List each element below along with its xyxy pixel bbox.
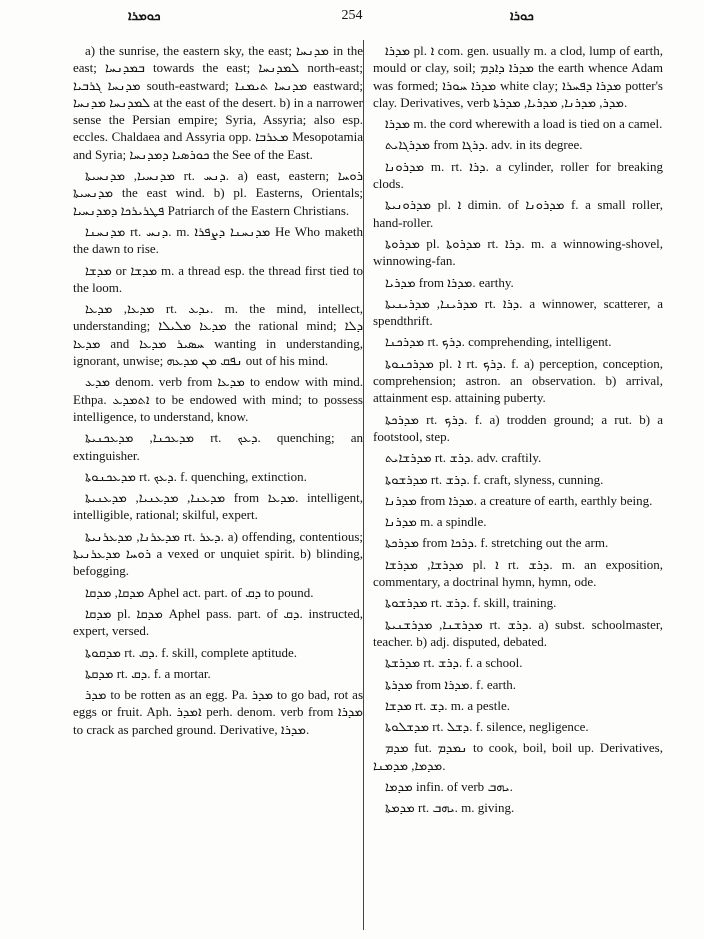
dictionary-entry: ܡܕܫܐ rt. ܕܫ. m. a pestle. [385, 697, 511, 713]
dictionary-entry: ܡܕܩܘܬܐ rt. ܕܩ. f. skill, complete aptitude. [85, 644, 297, 660]
dictionary-entry: ܡܕܥܟܢܘܬܐ rt. ܕܥܟ. f. quenching, extinction. [85, 468, 307, 484]
dictionary-entry: ܡܕܥܪܢܐ, ܡܕܥܪܢܝܬܐ rt. ܕܥܪ. a) offending, contentious; ܪܘܚܐ ܡܕܥܪܢܝܬܐ a vexed or unquiet spirit. b) blinding, befogging. [73, 528, 363, 579]
dictionary-entry: ܡܕܪܘܢܐ m. rt. ܕܪܐ. a cylinder, roller for breaking clods. [373, 158, 663, 192]
dictionary-entry: ܡܕܪܫܢܐ, ܡܕܪܫܢܝܬܐ rt. ܕܪܫ. a) subst. schoolmaster, teacher. b) adj. disputed, debated. [373, 616, 663, 649]
dictionary-entry: ܡܕܢܚܝܐ, ܡܕܢܚܝܬܐ rt. ܕܢܚ. a) east, eastern; ܪܘܚܐ ܡܕܢܚܝܬܐ the east wind. b) pl. Easterns, Orientals; ܦܛܪܝܪܟܐ ܕܡܕܢܚܝܐ Patriarch of the Eastern Christians. [73, 168, 363, 218]
page-number: 254 [341, 8, 363, 23]
dictionary-entry: ܡܕܪܟܢܘܬܐ pl. ܐ rt. ܕܪܟ. f. a) perception, conception, comprehension; astron. an observation. b) arrival, attainment esp. attaining puberty. [373, 355, 663, 406]
dictionary-entry: ܡܕܥܟܢܐ, ܡܕܥܟܢܝܬܐ rt. ܕܥܟ. quenching; an extinguisher. [73, 430, 363, 463]
dictionary-entry: ܡܕܪܟܬܐ from ܕܪܟܐ. f. stretching out the arm. [385, 535, 609, 551]
dictionary-entry: ܡܕܥܢܐ, ܡܕܥܢܝܐ, ܡܕܥܢܝܬܐ from ܡܕܥܐ. intelligent, intelligible, rational; skilful, expert. [73, 490, 363, 523]
dictionary-entry: ܡܕܫܐ or ܡܕܫܐ m. a thread esp. the thread first tied to the loom. [73, 262, 363, 295]
dictionary-entry: ܡܕܪ to be rotten as an egg. Pa. ܡܕܪ to go bad, rot as eggs or fruit. Aph. ܐܡܕܪ perh. denom. verb from ܡܕܪܐ to crack as parched ground. Derivative, ܡܕܪܐ. [73, 687, 364, 737]
dictionary-entry: ܡܕܪܫܐ, ܡܕܪܫܐ pl. ܐ rt. ܕܪܫ. m. an exposition, commentary, a doctrinal hymn, hymn, ode. [373, 556, 663, 590]
dictionary-entry: ܡܕܡܐ infin. of verb ܝܗܒ. [385, 778, 513, 794]
dictionary-entry: ܡܕܪܫܬܐ rt. ܕܪܫ. f. a school. [385, 655, 523, 671]
dictionary-entry: ܡܕܡ fut. ܢܡܕܡ to cook, boil, boil up. Derivatives, ܡܕܡܐ, ܡܕܡܢܐ. [373, 740, 663, 773]
dictionary-entry: ܡܕܪܫܘܬܐ rt. ܕܪܫ. f. craft, slyness, cunning. [385, 471, 604, 487]
left-column [73, 42, 363, 742]
dictionary-entry: ܡܕܪܝܢܐ, ܡܕܪܝܢܝܬܐ rt. ܕܪܐ. a winnower, scatterer, a spendthrift. [373, 295, 663, 329]
dictionary-entry: ܡܕܢܚܢܐ rt. ܕܢܚ. m. ܡܕܢܚܢܐ ܕܨܦܪܐ He Who maketh the dawn to rise. [73, 223, 363, 257]
dictionary-entry: ܡܕܪܘܬܐ pl. ܡܕܪܘܬܐ rt. ܕܪܐ. m. a winnowing-shovel, winnowing-fan. [373, 235, 663, 269]
right-column [373, 42, 663, 821]
dictionary-entry: ܡܕܪܘܢܝܬܐ pl. ܐ dimin. of ܡܕܪܘܢܐ f. a small roller, hand-roller. [373, 197, 663, 230]
dictionary-entry: ܡܕܩܐ pl. ܡܕܩܐ Aphel pass. part. of ܕܩ. instructed, expert, versed. [73, 605, 363, 639]
dictionary-entry: ܡܕܩܬܐ rt. ܕܩ. f. a mortar. [85, 665, 211, 681]
dictionary-entry: ܡܕܪܫܘܬܐ rt. ܕܪܫ. f. skill, training. [385, 595, 557, 611]
dictionary-entry: ܡܕܪܬܐ from ܡܕܪܐ. f. earth. [385, 676, 517, 692]
dictionary-entry: ܡܕܪܢܐ m. a spindle. [385, 514, 487, 530]
dictionary-entry: ܡܕܪܟܬܐ rt. ܕܪܟ. f. a) trodden ground; a rut. b) a footstool, step. [373, 411, 663, 444]
dictionary-entry: ܡܕܡܬܐ rt. ܝܗܒ. m. giving. [385, 800, 515, 816]
dictionary-entry: ܡܕܪܓܐܝܬ from ܕܪܓܐ. adv. in its degree. [385, 137, 583, 153]
dictionary-entry: a) the sunrise, the eastern sky, the east; ܡܕܢܚܐ in the east; ܒܡܕܢܚܐ towards the east; ܠܡܕܢܚܐ north-east; ܡܕܢܚܐ ܓܪܒܝܐ south-eastward; ܡܕܢܚܐ ܬܝܡܢܐ eastward; ܠܡܕܢܚܐ ܡܕܢܚܐ at the east of the desert. b) in a narrower sense the Persian empire; Syria, Assyria; also esp. eccles. Chaldaea and Assyria opp. ܡܥܪܒܐ Mesopotamia and Syria; ܟܘܪܣܝܐ ܕܡܕܢܚܐ the See of the East. [73, 43, 364, 162]
dictionary-entry: ܡܕܪܐ pl. ܐ com. gen. usually m. a clod, lump of earth, mould or clay, soil; ܡܕܪܐ ܕܐܕܡ the earth whence Adam was formed; ܡܕܪܐ ܚܘܪܐ white clay; ܡܕܪܐ ܕܦܚܪܐ potter's clay. Derivatives, verb ܡܕܪ, ܡܕܪܢܐ, ܡܕܪܝܐ, ܡܕܪܬܐ. [373, 43, 663, 110]
dictionary-entry: ܡܕܪܐ m. the cord wherewith a load is tied on a camel. [385, 116, 663, 132]
dictionary-entry: ܡܕܥܐ, ܡܕܥܐ rt. ܝܕܥ. m. the mind, intellect, understanding; ܡܕܥܐ ܡܠܝܠܐ the rational mind; ܕܠܐ ܡܕܥܐ and ܚܣܝܪ ܡܕܥܐ wanting in understanding, ignorant, unwise; ܢܦܩ ܡܢ ܡܕܥܗ out of his mind. [73, 301, 364, 369]
dictionary-entry: ܡܕܪܟܢܐ rt. ܕܪܟ. comprehending, intelligent. [385, 334, 612, 350]
running-head-left: ܟܘܡܪܐ [128, 8, 161, 23]
dictionary-entry: ܡܕܪܫܐܝܬ rt. ܕܪܫ. adv. craftily. [385, 450, 542, 466]
dictionary-entry: ܡܕܥ denom. verb from ܡܕܥܐ to endow with mind. Ethpa. ܐܬܡܕܥ to be endowed with mind; to possess intelligence, to understand, know. [73, 374, 363, 424]
column-divider [363, 40, 364, 930]
dictionary-entry: ܡܕܪܢܐ from ܡܕܪܐ. a creature of earth, earthly being. [385, 492, 653, 508]
running-head-right: ܟܘܪܐ [510, 8, 534, 23]
dictionary-entry: ܡܕܪܝܐ from ܡܕܪܐ. earthy. [385, 274, 514, 290]
dictionary-entry: ܡܕܫܠܘܬܐ rt. ܕܫܠ. f. silence, negligence. [385, 719, 589, 735]
dictionary-entry: ܡܕܩܐ, ܡܕܩܐ Aphel act. part. of ܕܩ to pound. [85, 584, 314, 600]
